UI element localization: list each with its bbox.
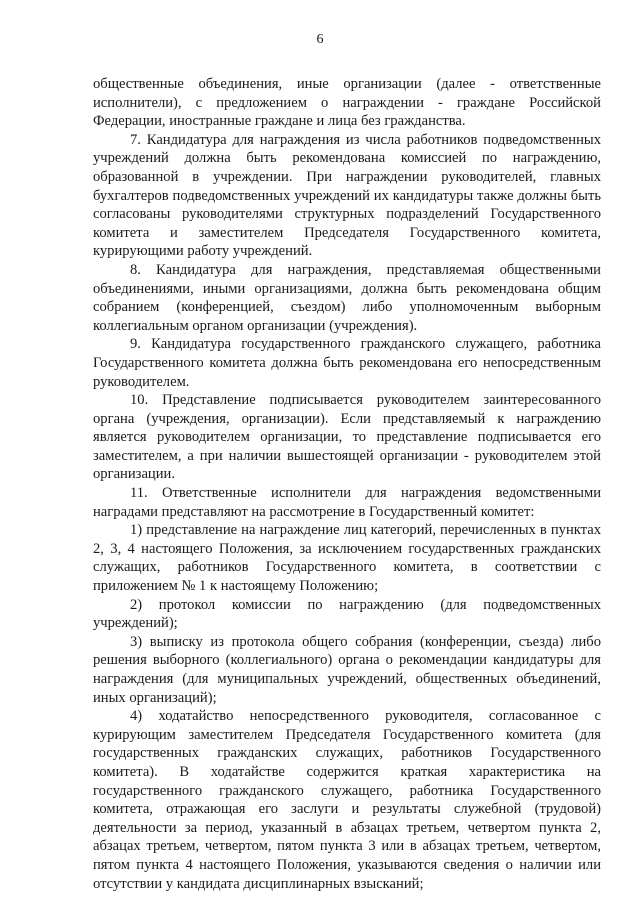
paragraph-item-11-subitem-1: 1) представление на награждение лиц категорий, перечисленных в пунктах 2, 3, 4 настоящего Положения, за исключением государственных гражданских служащих, работников Государственного комитета, в соответствии с приложением № 1 к настоящему Положению; <box>93 522 601 595</box>
paragraph-continuation: общественные объединения, иные организации (далее - ответственные исполнители), с предложением о награждении - граждане Российской Федерации, иностранные граждане и лица без гражданства. <box>93 76 601 130</box>
paragraph-item-11-subitem-4: 4) ходатайство непосредственного руководителя, согласованное с курирующим заместителем Председателя Государственного комитета (для государственных гражданских служащих, работников Государственного комитета). В ходатайстве содержится краткая характеристика на государственного гражданского служащего, работника Государственного комитета, отражающая его заслуги и результаты служебной (трудовой) деятельности за период, указанный в абзацах третьем, четвертом пункта 2, абзацах третьем, четвертом, пятом пункта 3 или в абзацах третьем, четвертом, пятом пункта 4 настоящего Положения, указываются сведения о наличии или отсутствии у кандидата дисциплинарных взысканий; <box>93 708 601 892</box>
paragraph-item-11: 11. Ответственные исполнители для награждения ведомственными наградами представляют на рассмотрение в Государственный комитет: <box>93 485 601 520</box>
paragraph-item-11-subitem-3: 3) выписку из протокола общего собрания (конференции, съезда) либо решения выборного (коллегиального) органа о рекомендации кандидатуры для награждения (для муниципальных учреждений, общественных объединений, иных организаций); <box>93 633 601 706</box>
paragraph-item-8: 8. Кандидатура для награждения, представляемая общественными объединениями, иными организациями, должна быть рекомендована общим собранием (конференцией, съездом) либо уполномоченным выборным коллегиальным органом организации (учреждения). <box>93 261 601 334</box>
paragraph-item-10: 10. Представление подписывается руководителем заинтересованного органа (учреждения, организации). Если представляемый к награждению является руководителем организации, то представление подписывается его заместителем, а при наличии вышестоящей организации - руководителем этой организации. <box>93 392 601 483</box>
document-body <box>93 75 601 893</box>
page-number: 6 <box>316 32 324 47</box>
paragraph-item-9: 9. Кандидатура государственного гражданского служащего, работника Государственного комитета должна быть рекомендована его непосредственным руководителем. <box>93 336 601 390</box>
paragraph-item-7: 7. Кандидатура для награждения из числа работников подведомственных учреждений должна быть рекомендована комиссией по награждению, образованной в учреждении. При награждении руководителей, главных бухгалтеров подведомственных учреждений их кандидатуры также должны быть согласованы руководителями структурных подразделений Государственного комитета и заместителем Председателя Государственного комитета, курирующими работу учреждений. <box>93 131 601 260</box>
paragraph-item-11-subitem-2: 2) протокол комиссии по награждению (для подведомственных учреждений); <box>93 596 601 632</box>
